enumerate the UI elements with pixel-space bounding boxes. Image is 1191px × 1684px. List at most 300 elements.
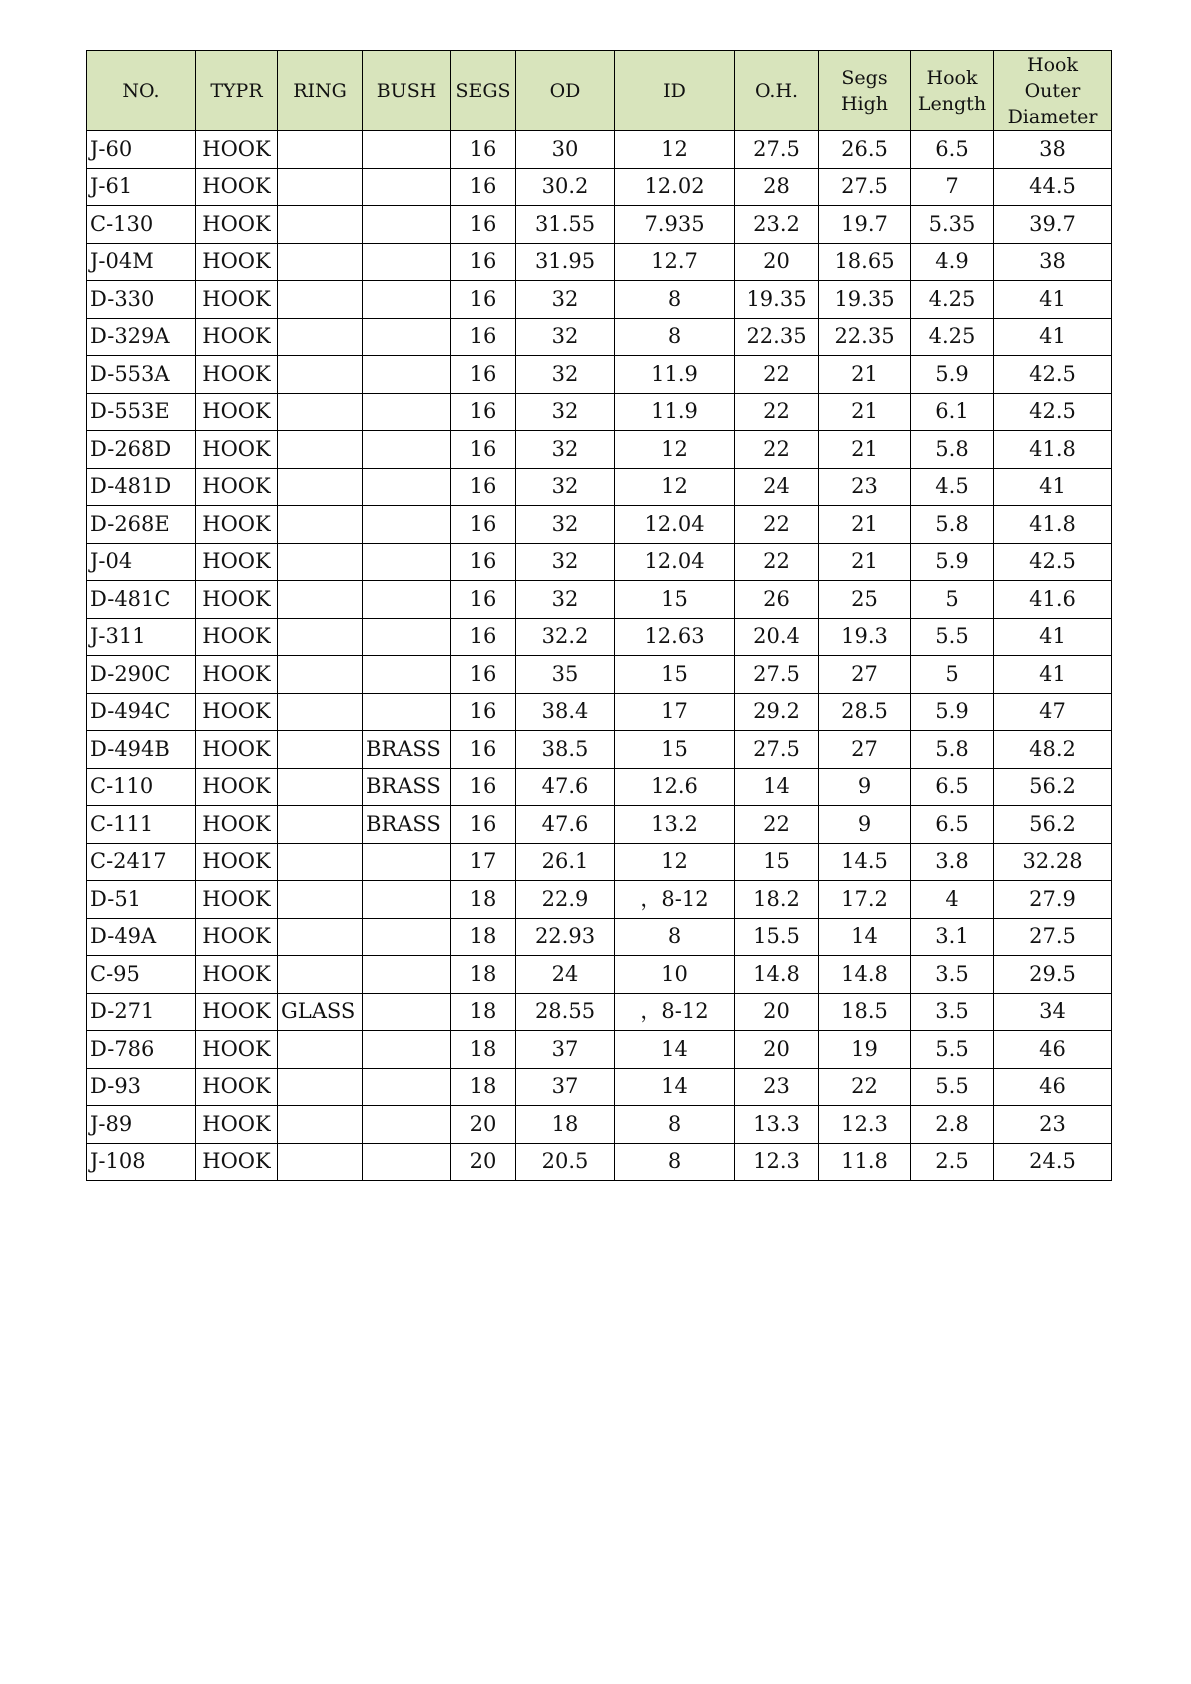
cell-ring bbox=[278, 168, 363, 206]
header-oh: O.H. bbox=[735, 51, 819, 131]
table-row bbox=[87, 768, 1112, 806]
cell-hook-length: 3.5 bbox=[911, 993, 994, 1031]
cell-ring bbox=[278, 393, 363, 431]
cell-segs-high: 21 bbox=[819, 543, 911, 581]
cell-segs-high: 28.5 bbox=[819, 693, 911, 731]
cell-segs: 16 bbox=[451, 693, 516, 731]
cell-type: HOOK bbox=[196, 243, 278, 281]
cell-od: 18 bbox=[516, 1106, 615, 1144]
cell-no: D-329A bbox=[87, 318, 196, 356]
cell-od: 31.95 bbox=[516, 243, 615, 281]
cell-hook-outer-diameter: 34 bbox=[994, 993, 1112, 1031]
cell-segs: 16 bbox=[451, 281, 516, 319]
table-row bbox=[87, 1068, 1112, 1106]
cell-oh: 23 bbox=[735, 1068, 819, 1106]
cell-no: D-481D bbox=[87, 468, 196, 506]
header-hook-outer-diameter: Hook Outer Diameter bbox=[994, 51, 1112, 131]
cell-ring bbox=[278, 956, 363, 994]
cell-od: 20.5 bbox=[516, 1143, 615, 1181]
cell-ring bbox=[278, 506, 363, 544]
cell-no: J-89 bbox=[87, 1106, 196, 1144]
cell-od: 32 bbox=[516, 543, 615, 581]
cell-no: J-61 bbox=[87, 168, 196, 206]
cell-bush bbox=[363, 881, 451, 919]
cell-type: HOOK bbox=[196, 1068, 278, 1106]
cell-od: 32 bbox=[516, 468, 615, 506]
cell-no: D-93 bbox=[87, 1068, 196, 1106]
table-row bbox=[87, 656, 1112, 694]
cell-hook-outer-diameter: 29.5 bbox=[994, 956, 1112, 994]
cell-od: 31.55 bbox=[516, 206, 615, 244]
cell-segs-high: 27 bbox=[819, 731, 911, 769]
cell-segs-high: 27 bbox=[819, 656, 911, 694]
cell-segs: 16 bbox=[451, 581, 516, 619]
cell-bush bbox=[363, 206, 451, 244]
cell-hook-length: 3.8 bbox=[911, 843, 994, 881]
cell-hook-length: 2.8 bbox=[911, 1106, 994, 1144]
cell-no: D-553E bbox=[87, 393, 196, 431]
cell-bush bbox=[363, 168, 451, 206]
cell-segs: 16 bbox=[451, 206, 516, 244]
cell-hook-length: 5.8 bbox=[911, 731, 994, 769]
cell-od: 26.1 bbox=[516, 843, 615, 881]
cell-hook-length: 5.9 bbox=[911, 356, 994, 394]
cell-hook-outer-diameter: 56.2 bbox=[994, 768, 1112, 806]
cell-no: J-60 bbox=[87, 131, 196, 169]
cell-od: 28.55 bbox=[516, 993, 615, 1031]
cell-id: 8 bbox=[615, 1143, 735, 1181]
table-row bbox=[87, 506, 1112, 544]
cell-segs-high: 17.2 bbox=[819, 881, 911, 919]
header-ring: RING bbox=[278, 51, 363, 131]
cell-id: 8 bbox=[615, 318, 735, 356]
cell-segs-high: 18.5 bbox=[819, 993, 911, 1031]
table-row bbox=[87, 356, 1112, 394]
cell-od: 32 bbox=[516, 506, 615, 544]
cell-oh: 22.35 bbox=[735, 318, 819, 356]
cell-segs: 16 bbox=[451, 431, 516, 469]
cell-segs-high: 25 bbox=[819, 581, 911, 619]
cell-od: 32.2 bbox=[516, 618, 615, 656]
cell-bush bbox=[363, 993, 451, 1031]
cell-segs: 16 bbox=[451, 468, 516, 506]
cell-bush bbox=[363, 431, 451, 469]
cell-hook-length: 4.25 bbox=[911, 281, 994, 319]
cell-id: 14 bbox=[615, 1068, 735, 1106]
cell-hook-outer-diameter: 41 bbox=[994, 618, 1112, 656]
cell-ring bbox=[278, 693, 363, 731]
table-row bbox=[87, 956, 1112, 994]
cell-segs-high: 21 bbox=[819, 356, 911, 394]
table-row bbox=[87, 918, 1112, 956]
cell-no: D-786 bbox=[87, 1031, 196, 1069]
cell-od: 24 bbox=[516, 956, 615, 994]
table-row bbox=[87, 1143, 1112, 1181]
cell-id: 12.7 bbox=[615, 243, 735, 281]
cell-segs-high: 18.65 bbox=[819, 243, 911, 281]
cell-ring bbox=[278, 806, 363, 844]
cell-od: 32 bbox=[516, 281, 615, 319]
cell-segs: 16 bbox=[451, 393, 516, 431]
cell-segs-high: 23 bbox=[819, 468, 911, 506]
cell-hook-length: 5.9 bbox=[911, 693, 994, 731]
cell-type: HOOK bbox=[196, 881, 278, 919]
table-row bbox=[87, 693, 1112, 731]
cell-ring bbox=[278, 356, 363, 394]
cell-oh: 13.3 bbox=[735, 1106, 819, 1144]
cell-od: 22.93 bbox=[516, 918, 615, 956]
cell-id: 17 bbox=[615, 693, 735, 731]
cell-segs: 16 bbox=[451, 618, 516, 656]
cell-type: HOOK bbox=[196, 168, 278, 206]
cell-od: 37 bbox=[516, 1068, 615, 1106]
cell-ring bbox=[278, 581, 363, 619]
header-hook-length: Hook Length bbox=[911, 51, 994, 131]
cell-segs: 16 bbox=[451, 506, 516, 544]
cell-oh: 23.2 bbox=[735, 206, 819, 244]
cell-oh: 14 bbox=[735, 768, 819, 806]
cell-bush bbox=[363, 918, 451, 956]
header-no: NO. bbox=[87, 51, 196, 131]
cell-hook-length: 5.8 bbox=[911, 506, 994, 544]
cell-bush bbox=[363, 1068, 451, 1106]
cell-no: D-553A bbox=[87, 356, 196, 394]
cell-segs-high: 19 bbox=[819, 1031, 911, 1069]
cell-hook-outer-diameter: 38 bbox=[994, 131, 1112, 169]
cell-no: D-268D bbox=[87, 431, 196, 469]
cell-hook-outer-diameter: 24.5 bbox=[994, 1143, 1112, 1181]
cell-ring bbox=[278, 1143, 363, 1181]
cell-hook-length: 6.5 bbox=[911, 131, 994, 169]
cell-hook-length: 5.5 bbox=[911, 1031, 994, 1069]
cell-od: 37 bbox=[516, 1031, 615, 1069]
cell-hook-outer-diameter: 48.2 bbox=[994, 731, 1112, 769]
cell-segs: 16 bbox=[451, 656, 516, 694]
cell-ring bbox=[278, 731, 363, 769]
cell-od: 32 bbox=[516, 393, 615, 431]
cell-bush bbox=[363, 506, 451, 544]
table-row bbox=[87, 131, 1112, 169]
cell-segs-high: 14 bbox=[819, 918, 911, 956]
cell-segs: 18 bbox=[451, 1068, 516, 1106]
cell-no: C-110 bbox=[87, 768, 196, 806]
table-row bbox=[87, 168, 1112, 206]
cell-ring bbox=[278, 656, 363, 694]
header-id: ID bbox=[615, 51, 735, 131]
cell-segs-high: 19.3 bbox=[819, 618, 911, 656]
cell-ring bbox=[278, 618, 363, 656]
cell-id: 12.63 bbox=[615, 618, 735, 656]
cell-type: HOOK bbox=[196, 993, 278, 1031]
table-body bbox=[87, 131, 1112, 1181]
cell-hook-outer-diameter: 41 bbox=[994, 656, 1112, 694]
cell-hook-outer-diameter: 27.5 bbox=[994, 918, 1112, 956]
cell-hook-outer-diameter: 32.28 bbox=[994, 843, 1112, 881]
header-type: TYPR bbox=[196, 51, 278, 131]
cell-no: J-108 bbox=[87, 1143, 196, 1181]
cell-id: ，8-12 bbox=[615, 993, 735, 1031]
cell-bush bbox=[363, 843, 451, 881]
cell-hook-length: 5.5 bbox=[911, 1068, 994, 1106]
cell-od: 47.6 bbox=[516, 768, 615, 806]
cell-bush bbox=[363, 1106, 451, 1144]
cell-ring bbox=[278, 431, 363, 469]
cell-hook-outer-diameter: 27.9 bbox=[994, 881, 1112, 919]
cell-oh: 24 bbox=[735, 468, 819, 506]
cell-id: 11.9 bbox=[615, 356, 735, 394]
cell-id: 15 bbox=[615, 581, 735, 619]
table-row bbox=[87, 843, 1112, 881]
cell-segs-high: 21 bbox=[819, 393, 911, 431]
cell-type: HOOK bbox=[196, 131, 278, 169]
cell-bush: BRASS bbox=[363, 806, 451, 844]
cell-hook-outer-diameter: 46 bbox=[994, 1031, 1112, 1069]
cell-type: HOOK bbox=[196, 1106, 278, 1144]
cell-segs-high: 19.35 bbox=[819, 281, 911, 319]
table-row bbox=[87, 881, 1112, 919]
cell-oh: 20 bbox=[735, 993, 819, 1031]
cell-bush bbox=[363, 543, 451, 581]
cell-hook-length: 4.5 bbox=[911, 468, 994, 506]
cell-bush bbox=[363, 1031, 451, 1069]
table-row bbox=[87, 393, 1112, 431]
cell-bush bbox=[363, 1143, 451, 1181]
cell-od: 35 bbox=[516, 656, 615, 694]
cell-id: 10 bbox=[615, 956, 735, 994]
cell-hook-length: 5.8 bbox=[911, 431, 994, 469]
cell-id: 12.04 bbox=[615, 543, 735, 581]
table-row bbox=[87, 993, 1112, 1031]
cell-od: 47.6 bbox=[516, 806, 615, 844]
cell-segs: 16 bbox=[451, 806, 516, 844]
cell-od: 38.4 bbox=[516, 693, 615, 731]
cell-no: D-330 bbox=[87, 281, 196, 319]
cell-segs: 16 bbox=[451, 131, 516, 169]
cell-segs: 18 bbox=[451, 956, 516, 994]
table-row bbox=[87, 543, 1112, 581]
cell-no: C-2417 bbox=[87, 843, 196, 881]
table-row bbox=[87, 206, 1112, 244]
cell-hook-outer-diameter: 56.2 bbox=[994, 806, 1112, 844]
cell-no: D-268E bbox=[87, 506, 196, 544]
cell-segs: 17 bbox=[451, 843, 516, 881]
cell-type: HOOK bbox=[196, 206, 278, 244]
cell-type: HOOK bbox=[196, 843, 278, 881]
cell-oh: 27.5 bbox=[735, 731, 819, 769]
cell-bush bbox=[363, 581, 451, 619]
cell-type: HOOK bbox=[196, 956, 278, 994]
cell-oh: 22 bbox=[735, 806, 819, 844]
cell-hook-outer-diameter: 38 bbox=[994, 243, 1112, 281]
cell-segs: 16 bbox=[451, 543, 516, 581]
cell-bush bbox=[363, 468, 451, 506]
cell-id: 12.02 bbox=[615, 168, 735, 206]
cell-od: 22.9 bbox=[516, 881, 615, 919]
cell-type: HOOK bbox=[196, 618, 278, 656]
cell-type: HOOK bbox=[196, 431, 278, 469]
cell-type: HOOK bbox=[196, 768, 278, 806]
cell-oh: 20.4 bbox=[735, 618, 819, 656]
cell-ring bbox=[278, 843, 363, 881]
cell-bush bbox=[363, 281, 451, 319]
cell-hook-length: 6.5 bbox=[911, 806, 994, 844]
cell-hook-outer-diameter: 41.8 bbox=[994, 431, 1112, 469]
cell-bush bbox=[363, 356, 451, 394]
cell-segs-high: 21 bbox=[819, 431, 911, 469]
cell-type: HOOK bbox=[196, 543, 278, 581]
cell-hook-length: 3.1 bbox=[911, 918, 994, 956]
cell-id: 11.9 bbox=[615, 393, 735, 431]
cell-no: C-111 bbox=[87, 806, 196, 844]
header-segs: SEGS bbox=[451, 51, 516, 131]
cell-bush: BRASS bbox=[363, 731, 451, 769]
cell-id: 12.04 bbox=[615, 506, 735, 544]
cell-segs: 20 bbox=[451, 1143, 516, 1181]
cell-no: D-494B bbox=[87, 731, 196, 769]
cell-id: 8 bbox=[615, 281, 735, 319]
cell-oh: 22 bbox=[735, 356, 819, 394]
cell-segs: 16 bbox=[451, 768, 516, 806]
cell-bush: BRASS bbox=[363, 768, 451, 806]
cell-no: D-481C bbox=[87, 581, 196, 619]
cell-od: 32 bbox=[516, 581, 615, 619]
cell-type: HOOK bbox=[196, 1143, 278, 1181]
cell-hook-outer-diameter: 41 bbox=[994, 318, 1112, 356]
cell-hook-length: 6.5 bbox=[911, 768, 994, 806]
cell-bush bbox=[363, 318, 451, 356]
cell-oh: 29.2 bbox=[735, 693, 819, 731]
cell-bush bbox=[363, 618, 451, 656]
cell-ring bbox=[278, 1068, 363, 1106]
cell-hook-length: 6.1 bbox=[911, 393, 994, 431]
cell-oh: 22 bbox=[735, 431, 819, 469]
cell-od: 38.5 bbox=[516, 731, 615, 769]
cell-od: 30 bbox=[516, 131, 615, 169]
cell-id: 12 bbox=[615, 468, 735, 506]
cell-segs: 16 bbox=[451, 318, 516, 356]
table-row bbox=[87, 618, 1112, 656]
cell-id: 7.935 bbox=[615, 206, 735, 244]
cell-segs-high: 11.8 bbox=[819, 1143, 911, 1181]
cell-ring bbox=[278, 243, 363, 281]
cell-ring bbox=[278, 768, 363, 806]
cell-segs-high: 14.8 bbox=[819, 956, 911, 994]
cell-no: C-95 bbox=[87, 956, 196, 994]
cell-id: 12 bbox=[615, 131, 735, 169]
cell-segs-high: 21 bbox=[819, 506, 911, 544]
cell-segs-high: 19.7 bbox=[819, 206, 911, 244]
cell-type: HOOK bbox=[196, 693, 278, 731]
cell-oh: 27.5 bbox=[735, 131, 819, 169]
cell-no: D-51 bbox=[87, 881, 196, 919]
cell-hook-outer-diameter: 42.5 bbox=[994, 393, 1112, 431]
cell-bush bbox=[363, 956, 451, 994]
cell-hook-outer-diameter: 46 bbox=[994, 1068, 1112, 1106]
table-header bbox=[87, 51, 1112, 131]
cell-type: HOOK bbox=[196, 656, 278, 694]
table-row bbox=[87, 281, 1112, 319]
cell-oh: 19.35 bbox=[735, 281, 819, 319]
cell-oh: 22 bbox=[735, 543, 819, 581]
cell-ring bbox=[278, 881, 363, 919]
spec-table bbox=[86, 50, 1112, 1181]
cell-segs: 18 bbox=[451, 918, 516, 956]
table-row bbox=[87, 806, 1112, 844]
cell-type: HOOK bbox=[196, 581, 278, 619]
table-row bbox=[87, 468, 1112, 506]
cell-oh: 28 bbox=[735, 168, 819, 206]
cell-ring bbox=[278, 1106, 363, 1144]
cell-hook-outer-diameter: 41.6 bbox=[994, 581, 1112, 619]
cell-hook-length: 2.5 bbox=[911, 1143, 994, 1181]
cell-ring bbox=[278, 281, 363, 319]
cell-no: D-290C bbox=[87, 656, 196, 694]
cell-no: J-04 bbox=[87, 543, 196, 581]
cell-hook-length: 4.25 bbox=[911, 318, 994, 356]
header-bush: BUSH bbox=[363, 51, 451, 131]
cell-ring bbox=[278, 1031, 363, 1069]
cell-id: ，8-12 bbox=[615, 881, 735, 919]
cell-hook-outer-diameter: 23 bbox=[994, 1106, 1112, 1144]
cell-segs-high: 22.35 bbox=[819, 318, 911, 356]
cell-type: HOOK bbox=[196, 393, 278, 431]
cell-oh: 27.5 bbox=[735, 656, 819, 694]
cell-hook-outer-diameter: 42.5 bbox=[994, 356, 1112, 394]
cell-segs-high: 9 bbox=[819, 768, 911, 806]
cell-hook-outer-diameter: 41.8 bbox=[994, 506, 1112, 544]
cell-oh: 14.8 bbox=[735, 956, 819, 994]
cell-id: 12.6 bbox=[615, 768, 735, 806]
cell-no: J-311 bbox=[87, 618, 196, 656]
cell-ring bbox=[278, 543, 363, 581]
cell-oh: 15.5 bbox=[735, 918, 819, 956]
cell-segs-high: 22 bbox=[819, 1068, 911, 1106]
cell-segs-high: 9 bbox=[819, 806, 911, 844]
cell-bush bbox=[363, 693, 451, 731]
cell-oh: 18.2 bbox=[735, 881, 819, 919]
cell-segs: 18 bbox=[451, 1031, 516, 1069]
cell-segs: 16 bbox=[451, 243, 516, 281]
cell-type: HOOK bbox=[196, 506, 278, 544]
table-row bbox=[87, 318, 1112, 356]
cell-hook-length: 5 bbox=[911, 581, 994, 619]
cell-hook-length: 4.9 bbox=[911, 243, 994, 281]
cell-hook-outer-diameter: 41 bbox=[994, 468, 1112, 506]
cell-segs-high: 14.5 bbox=[819, 843, 911, 881]
cell-hook-outer-diameter: 47 bbox=[994, 693, 1112, 731]
cell-hook-outer-diameter: 41 bbox=[994, 281, 1112, 319]
cell-type: HOOK bbox=[196, 318, 278, 356]
cell-id: 12 bbox=[615, 843, 735, 881]
cell-od: 32 bbox=[516, 356, 615, 394]
cell-type: HOOK bbox=[196, 806, 278, 844]
cell-segs: 18 bbox=[451, 881, 516, 919]
cell-ring bbox=[278, 468, 363, 506]
cell-id: 14 bbox=[615, 1031, 735, 1069]
cell-od: 32 bbox=[516, 318, 615, 356]
cell-bush bbox=[363, 656, 451, 694]
cell-type: HOOK bbox=[196, 1031, 278, 1069]
cell-type: HOOK bbox=[196, 356, 278, 394]
cell-ring bbox=[278, 918, 363, 956]
cell-no: C-130 bbox=[87, 206, 196, 244]
cell-segs: 16 bbox=[451, 356, 516, 394]
cell-ring: GLASS bbox=[278, 993, 363, 1031]
cell-segs: 16 bbox=[451, 168, 516, 206]
cell-no: J-04M bbox=[87, 243, 196, 281]
cell-oh: 22 bbox=[735, 506, 819, 544]
header-od: OD bbox=[516, 51, 615, 131]
